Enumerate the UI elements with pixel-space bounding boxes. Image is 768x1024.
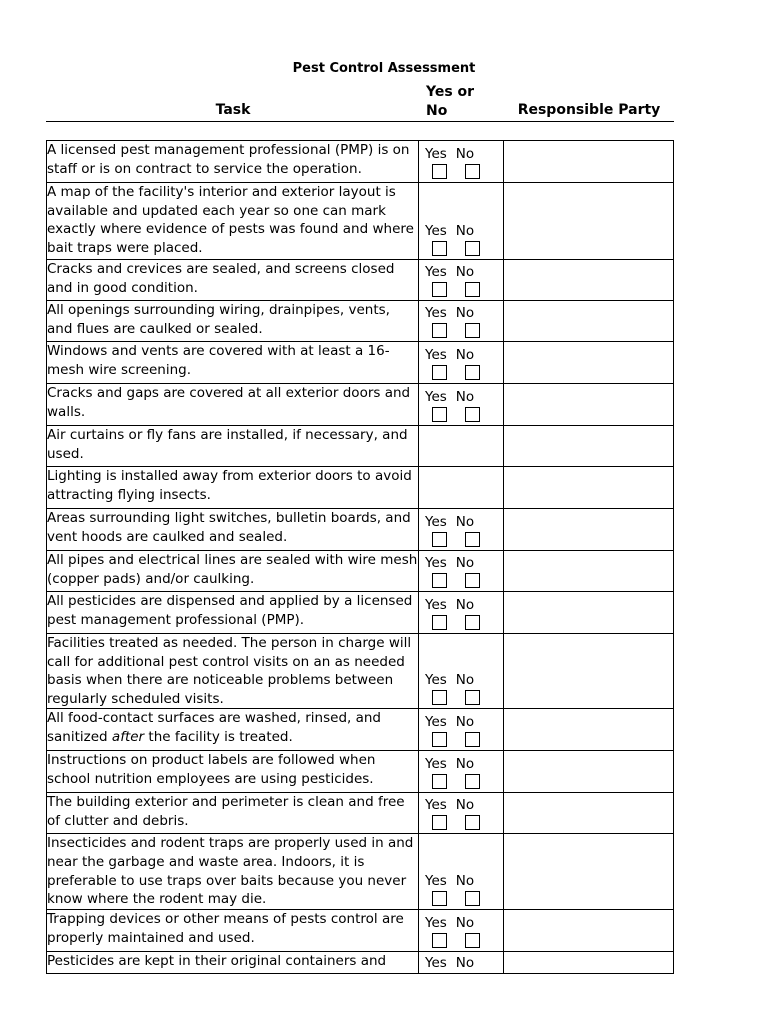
yes-checkbox[interactable] xyxy=(432,241,447,256)
task-cell xyxy=(47,384,419,426)
table-row xyxy=(47,467,674,509)
yes-no-group xyxy=(425,756,505,791)
table-row xyxy=(47,141,674,183)
task-cell xyxy=(47,260,419,301)
task-text: Pesticides are kept in their original containers and xyxy=(47,953,387,970)
no-label: No xyxy=(455,264,475,280)
yes-no-cell xyxy=(419,260,504,301)
yes-checkbox[interactable] xyxy=(432,732,447,747)
yes-no-group xyxy=(425,797,505,832)
yes-label: Yes xyxy=(425,305,447,321)
task-cell xyxy=(47,952,419,974)
task-cell xyxy=(47,426,419,467)
yes-no-group xyxy=(425,873,505,908)
yes-no-labels xyxy=(425,305,505,322)
no-checkbox[interactable] xyxy=(465,774,480,789)
table-row xyxy=(47,384,674,426)
yes-no-group xyxy=(425,223,505,258)
task-text: A licensed pest management professional (PMP) is on staff or is on contract to service the operation. xyxy=(47,142,410,177)
no-checkbox[interactable] xyxy=(465,407,480,422)
task-text: All pesticides are dispensed and applied by a licensed pest management professional (PMP). xyxy=(47,593,413,628)
table-row xyxy=(47,834,674,910)
column-header-yes-or-no xyxy=(426,83,506,121)
yes-no-cell xyxy=(419,183,504,260)
yes-label: Yes xyxy=(425,915,447,932)
responsible-party-field[interactable] xyxy=(504,183,674,260)
yes-checkbox[interactable] xyxy=(432,815,447,830)
no-label: No xyxy=(455,146,475,162)
no-label: No xyxy=(455,714,475,731)
yes-no-cell xyxy=(419,426,504,467)
yes-no-labels xyxy=(425,389,505,406)
yes-no-labels xyxy=(425,714,505,731)
task-cell xyxy=(47,183,419,260)
yes-checkbox[interactable] xyxy=(432,774,447,789)
column-header-task: Task xyxy=(215,102,251,118)
no-label: No xyxy=(455,223,475,239)
yes-label: Yes xyxy=(425,873,447,890)
yes-no-group xyxy=(425,714,505,749)
responsible-party-field[interactable] xyxy=(504,384,674,426)
task-text-emphasis: after xyxy=(111,728,145,745)
task-text: Trapping devices or other means of pests control are properly maintained and used. xyxy=(47,911,404,946)
yes-no-checkboxes xyxy=(425,689,505,707)
yes-no-cell xyxy=(419,834,504,910)
assessment-table xyxy=(46,140,674,974)
no-checkbox[interactable] xyxy=(465,323,480,338)
no-checkbox[interactable] xyxy=(465,573,480,588)
no-label: No xyxy=(455,955,475,972)
yes-checkbox[interactable] xyxy=(432,282,447,297)
yes-no-cell xyxy=(419,793,504,834)
task-cell xyxy=(47,834,419,910)
yes-label: Yes xyxy=(425,146,447,162)
yes-checkbox[interactable] xyxy=(432,323,447,338)
table-row xyxy=(47,952,674,974)
yes-checkbox[interactable] xyxy=(432,365,447,380)
table-row xyxy=(47,509,674,551)
responsible-party-field[interactable] xyxy=(504,634,674,709)
yes-no-labels xyxy=(425,146,505,163)
yes-label: Yes xyxy=(425,223,447,239)
yes-no-labels xyxy=(425,264,505,281)
no-label: No xyxy=(455,597,475,613)
responsible-party-field[interactable] xyxy=(504,551,674,592)
yes-no-group xyxy=(425,305,505,340)
responsible-party-field[interactable] xyxy=(504,592,674,634)
yes-checkbox[interactable] xyxy=(432,532,447,547)
no-checkbox[interactable] xyxy=(465,532,480,547)
yes-label: Yes xyxy=(425,672,447,689)
yes-no-checkboxes xyxy=(425,322,505,340)
column-header-yes-or-no-line1: Yes or xyxy=(426,84,475,100)
page-title: Pest Control Assessment xyxy=(292,61,476,76)
yes-checkbox[interactable] xyxy=(432,407,447,422)
task-cell xyxy=(47,509,419,551)
yes-no-labels xyxy=(425,756,505,773)
no-checkbox[interactable] xyxy=(465,815,480,830)
yes-no-group xyxy=(425,389,505,424)
task-cell xyxy=(47,634,419,709)
yes-checkbox[interactable] xyxy=(432,891,447,906)
responsible-party-field[interactable] xyxy=(504,301,674,342)
yes-checkbox[interactable] xyxy=(432,690,447,705)
yes-no-labels xyxy=(425,347,505,364)
yes-no-group xyxy=(425,597,505,632)
task-text: Cracks and crevices are sealed, and screens closed and in good condition. xyxy=(47,261,395,296)
yes-no-labels xyxy=(425,797,505,814)
yes-no-cell xyxy=(419,751,504,793)
responsible-party-field[interactable] xyxy=(504,426,674,467)
yes-no-group xyxy=(425,915,505,950)
yes-no-checkboxes xyxy=(425,281,505,299)
responsible-party-field[interactable] xyxy=(504,709,674,751)
task-cell xyxy=(47,551,419,592)
task-text: Air curtains or fly fans are installed, if necessary, and used. xyxy=(47,427,408,462)
responsible-party-field[interactable] xyxy=(504,910,674,952)
yes-no-labels xyxy=(425,514,505,531)
no-label: No xyxy=(455,514,475,530)
task-text: A map of the facility's interior and exterior layout is available and updated each year so one can mark exactly where evidence of pests was found and where bait traps were placed. xyxy=(47,184,414,256)
task-cell xyxy=(47,301,419,342)
yes-no-group xyxy=(425,347,505,382)
yes-no-cell xyxy=(419,709,504,751)
yes-label: Yes xyxy=(425,597,447,613)
no-label: No xyxy=(455,756,475,773)
responsible-party-field[interactable] xyxy=(504,751,674,793)
no-checkbox[interactable] xyxy=(465,365,480,380)
task-cell xyxy=(47,592,419,634)
yes-no-group xyxy=(425,146,505,181)
yes-no-checkboxes xyxy=(425,814,505,832)
yes-no-labels xyxy=(425,955,505,972)
yes-no-checkboxes xyxy=(425,240,505,258)
yes-no-group xyxy=(425,264,505,299)
task-cell xyxy=(47,751,419,793)
responsible-party-field[interactable] xyxy=(504,834,674,910)
table-row xyxy=(47,793,674,834)
no-label: No xyxy=(455,305,475,321)
no-checkbox[interactable] xyxy=(465,690,480,705)
yes-label: Yes xyxy=(425,756,447,773)
yes-checkbox[interactable] xyxy=(432,933,447,948)
yes-no-cell xyxy=(419,551,504,592)
task-text: All pipes and electrical lines are sealed with wire mesh (copper pads) and/or caulking. xyxy=(47,552,418,587)
yes-no-cell xyxy=(419,342,504,384)
responsible-party-field[interactable] xyxy=(504,509,674,551)
yes-label: Yes xyxy=(425,797,447,814)
task-cell xyxy=(47,793,419,834)
table-row xyxy=(47,709,674,751)
yes-no-group xyxy=(425,955,505,972)
no-label: No xyxy=(455,555,475,571)
task-text: the facility is treated. xyxy=(144,728,293,745)
no-checkbox[interactable] xyxy=(465,933,480,948)
no-checkbox[interactable] xyxy=(465,164,480,179)
no-label: No xyxy=(455,389,475,405)
table-row xyxy=(47,260,674,301)
no-checkbox[interactable] xyxy=(465,282,480,297)
no-checkbox[interactable] xyxy=(465,241,480,256)
yes-no-labels xyxy=(425,672,505,689)
yes-no-group xyxy=(425,555,505,590)
yes-no-checkboxes xyxy=(425,731,505,749)
table-row xyxy=(47,751,674,793)
yes-no-group xyxy=(425,672,505,707)
yes-no-cell xyxy=(419,301,504,342)
yes-label: Yes xyxy=(425,514,447,530)
yes-no-cell xyxy=(419,910,504,952)
yes-no-checkboxes xyxy=(425,890,505,908)
task-text: Insecticides and rodent traps are properly used in and near the garbage and waste area. Indoors, it is preferable to use traps over baits because you never know where the rodent may die. xyxy=(47,835,414,908)
yes-no-checkboxes xyxy=(425,531,505,549)
task-text: Facilities treated as needed. The person in charge will call for additional pest control visits on an as needed basis when there are noticeable problems between regularly scheduled visits. xyxy=(47,635,412,707)
no-label: No xyxy=(455,797,475,814)
task-text: The building exterior and perimeter is clean and free of clutter and debris. xyxy=(47,794,405,829)
yes-no-group xyxy=(425,514,505,549)
task-cell xyxy=(47,141,419,183)
yes-no-labels xyxy=(425,555,505,572)
yes-no-labels xyxy=(425,915,505,932)
yes-checkbox[interactable] xyxy=(432,615,447,630)
yes-checkbox[interactable] xyxy=(432,573,447,588)
table-row xyxy=(47,910,674,952)
responsible-party-field[interactable] xyxy=(504,467,674,509)
responsible-party-field[interactable] xyxy=(504,952,674,974)
table-row xyxy=(47,634,674,709)
yes-label: Yes xyxy=(425,389,447,405)
no-checkbox[interactable] xyxy=(465,732,480,747)
no-label: No xyxy=(455,873,475,890)
task-text: All openings surrounding wiring, drainpipes, vents, and flues are caulked or sealed. xyxy=(47,302,390,337)
responsible-party-field[interactable] xyxy=(504,141,674,183)
table-row xyxy=(47,183,674,260)
task-text: All food-contact surfaces are washed, rinsed, and sanitized xyxy=(47,710,381,745)
column-header-yes-or-no-line2: No xyxy=(426,103,448,119)
yes-no-checkboxes xyxy=(425,932,505,950)
table-row xyxy=(47,342,674,384)
yes-no-checkboxes xyxy=(425,163,505,181)
header-divider xyxy=(46,121,674,122)
yes-no-checkboxes xyxy=(425,406,505,424)
yes-no-labels xyxy=(425,873,505,890)
no-label: No xyxy=(455,672,475,689)
task-text: Windows and vents are covered with at least a 16-mesh wire screening. xyxy=(47,343,390,378)
no-checkbox[interactable] xyxy=(465,891,480,906)
yes-no-checkboxes xyxy=(425,364,505,382)
no-label: No xyxy=(455,347,475,363)
yes-no-checkboxes xyxy=(425,614,505,632)
yes-label: Yes xyxy=(425,264,447,280)
yes-no-cell xyxy=(419,141,504,183)
table-row xyxy=(47,592,674,634)
task-cell xyxy=(47,467,419,509)
yes-label: Yes xyxy=(425,555,447,571)
responsible-party-field[interactable] xyxy=(504,793,674,834)
column-header-responsible-party: Responsible Party xyxy=(517,102,661,118)
no-checkbox[interactable] xyxy=(465,615,480,630)
yes-checkbox[interactable] xyxy=(432,164,447,179)
task-text: Cracks and gaps are covered at all exterior doors and walls. xyxy=(47,385,411,420)
task-cell xyxy=(47,910,419,952)
yes-no-labels xyxy=(425,597,505,614)
yes-no-checkboxes xyxy=(425,572,505,590)
yes-label: Yes xyxy=(425,955,447,972)
yes-no-cell xyxy=(419,952,504,974)
yes-label: Yes xyxy=(425,347,447,363)
yes-no-cell xyxy=(419,592,504,634)
no-label: No xyxy=(455,915,475,932)
responsible-party-field[interactable] xyxy=(504,260,674,301)
task-cell xyxy=(47,342,419,384)
task-text: Lighting is installed away from exterior doors to avoid attracting flying insects. xyxy=(47,468,412,503)
yes-no-cell xyxy=(419,467,504,509)
yes-label: Yes xyxy=(425,714,447,731)
yes-no-labels xyxy=(425,223,505,240)
yes-no-checkboxes xyxy=(425,773,505,791)
table-row xyxy=(47,426,674,467)
task-text: Areas surrounding light switches, bulletin boards, and vent hoods are caulked and sealed. xyxy=(47,510,411,545)
table-row xyxy=(47,301,674,342)
table-row xyxy=(47,551,674,592)
assessment-table-body xyxy=(47,141,674,974)
yes-no-cell xyxy=(419,634,504,709)
responsible-party-field[interactable] xyxy=(504,342,674,384)
yes-no-cell xyxy=(419,509,504,551)
task-text: Instructions on product labels are followed when school nutrition employees are using pesticides. xyxy=(47,752,376,787)
yes-no-cell xyxy=(419,384,504,426)
task-cell xyxy=(47,709,419,751)
